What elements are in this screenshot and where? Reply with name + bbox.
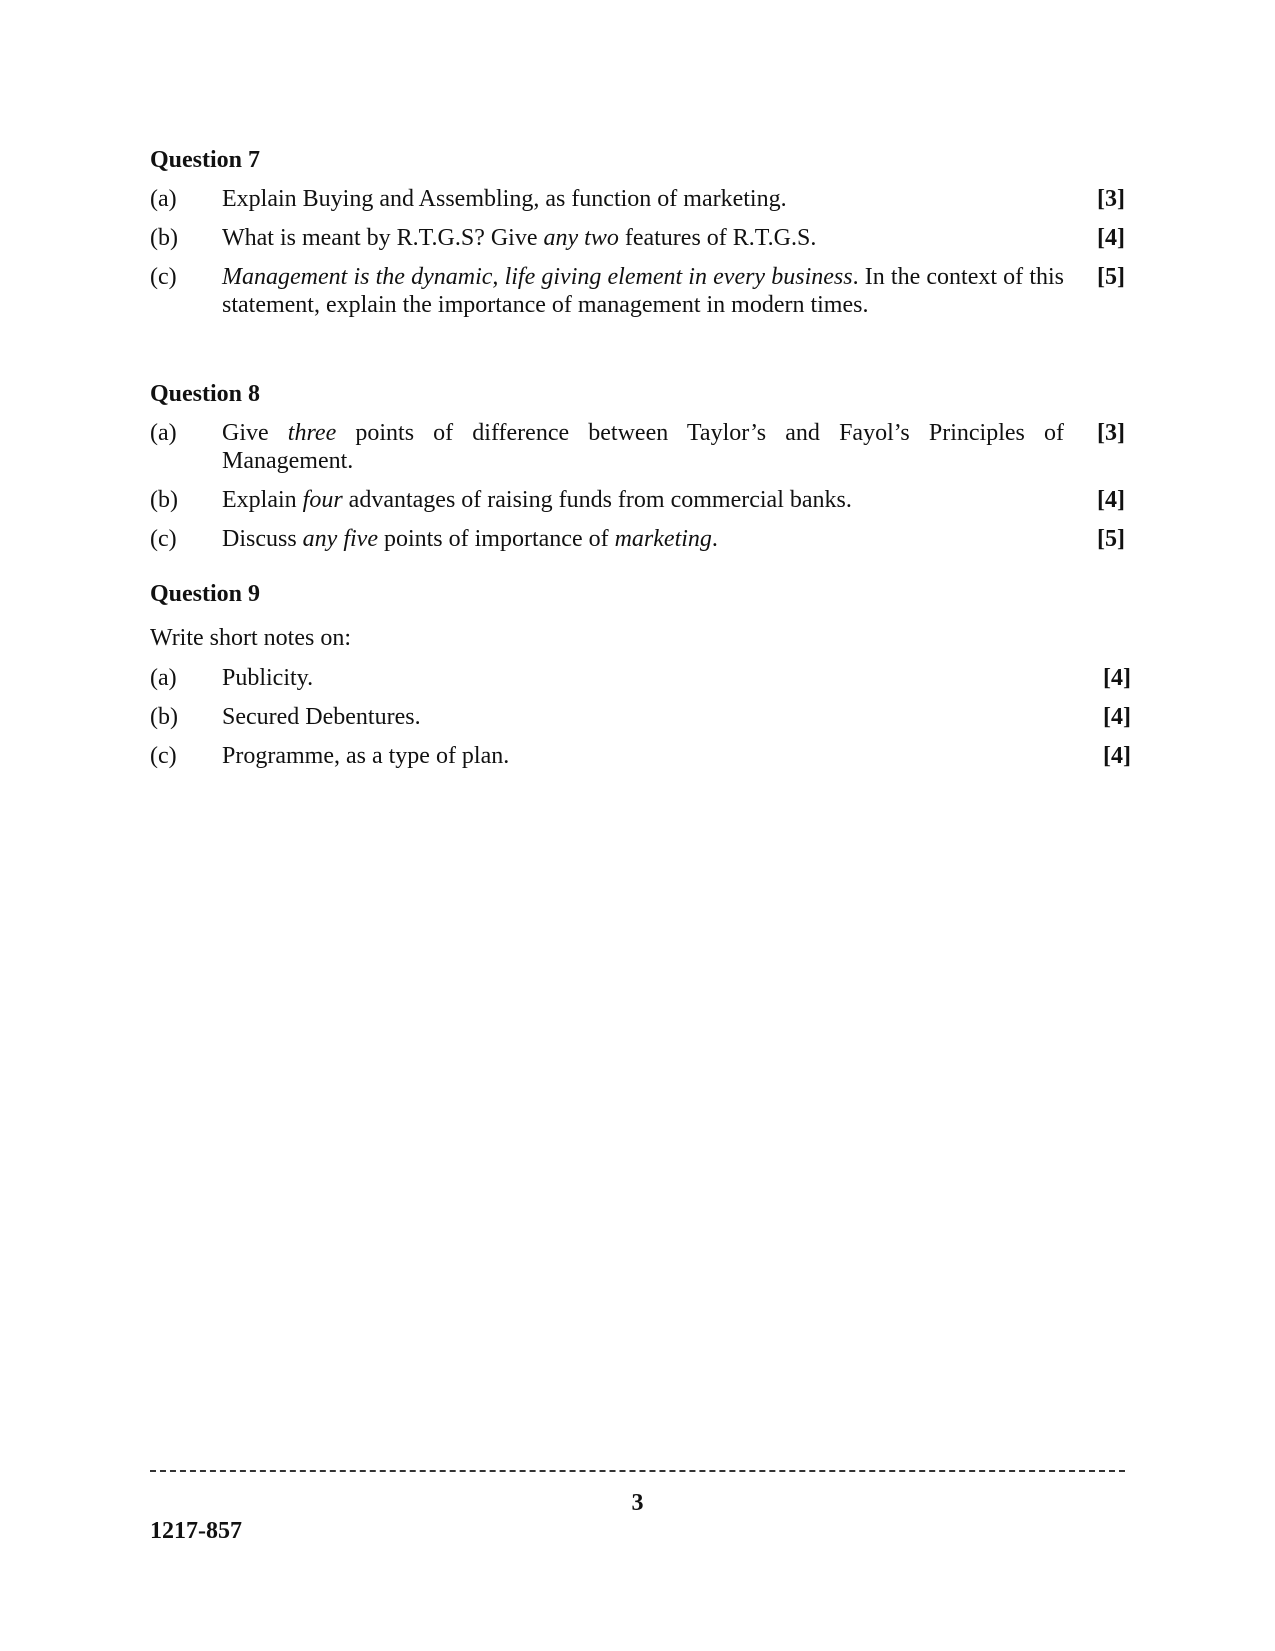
item-label: (a) bbox=[150, 186, 177, 212]
item-text: Explain Buying and Assembling, as function of marketing. bbox=[222, 186, 787, 212]
marks-badge: [4] bbox=[1103, 704, 1131, 730]
emphasis: Management is the dynamic, life giving element in every business bbox=[222, 264, 853, 290]
item-label: (b) bbox=[150, 704, 178, 730]
marks-badge: [4] bbox=[1097, 225, 1125, 251]
item-text: Secured Debentures. bbox=[222, 704, 421, 730]
footer-divider bbox=[150, 1470, 1125, 1472]
marks-badge: [4] bbox=[1103, 665, 1131, 691]
marks-badge: [4] bbox=[1097, 487, 1125, 513]
item-text: Explain four advantages of raising funds from commercial banks. bbox=[222, 487, 852, 513]
item-label: (a) bbox=[150, 420, 177, 446]
question-9-intro: Write short notes on: bbox=[150, 625, 351, 651]
emphasis: four bbox=[302, 487, 343, 513]
paper-code: 1217-857 bbox=[150, 1518, 242, 1544]
emphasis: three bbox=[287, 420, 337, 446]
emphasis: any two bbox=[543, 225, 619, 251]
item-label: (c) bbox=[150, 743, 177, 769]
question-9-title: Question 9 bbox=[150, 581, 261, 607]
item-label: (a) bbox=[150, 665, 177, 691]
question-8-title: Question 8 bbox=[150, 381, 261, 407]
item-text: Give three points of difference between Taylor’s and Fayol’s Principles of Management. bbox=[222, 420, 1064, 474]
item-text: What is meant by R.T.G.S? Give any two features of R.T.G.S. bbox=[222, 225, 817, 251]
page-number: 3 bbox=[631, 1490, 644, 1516]
marks-badge: [4] bbox=[1103, 743, 1131, 769]
item-label: (c) bbox=[150, 526, 177, 552]
item-text: Management is the dynamic, life giving element in every business. In the context of this statement, explain the importance of management in modern times. bbox=[222, 264, 1065, 318]
emphasis: any five bbox=[302, 526, 378, 552]
item-label: (c) bbox=[150, 264, 177, 290]
marks-badge: [5] bbox=[1097, 264, 1125, 290]
item-label: (b) bbox=[150, 225, 178, 251]
item-text: Publicity. bbox=[222, 665, 314, 691]
marks-badge: [5] bbox=[1097, 526, 1125, 552]
item-label: (b) bbox=[150, 487, 178, 513]
emphasis: marketing bbox=[614, 526, 712, 552]
marks-badge: [3] bbox=[1097, 186, 1125, 212]
question-7-title: Question 7 bbox=[150, 147, 261, 173]
item-text: Discuss any five points of importance of marketing. bbox=[222, 526, 718, 552]
marks-badge: [3] bbox=[1097, 420, 1125, 446]
item-text: Programme, as a type of plan. bbox=[222, 743, 510, 769]
